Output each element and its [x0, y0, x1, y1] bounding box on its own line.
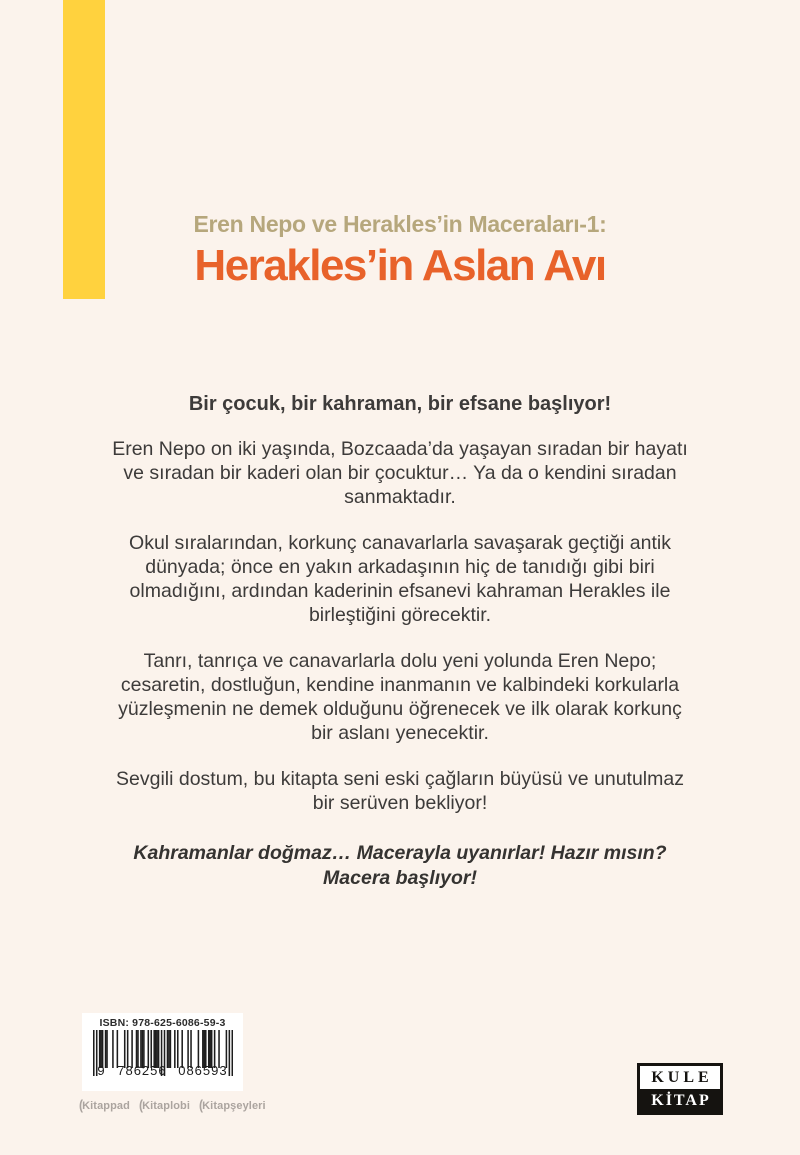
brand-logo-kitappad [79, 1098, 130, 1112]
barcode-digits: 9 786256 086593 [97, 1063, 228, 1078]
blurb-paragraph: Okul sıralarından, korkunç canavarlarla savaşarak geçtiği antik dünyada; önce en yakın arkadaşının hiç de tanıdığı gibi biri olmadığını, ardından kaderinin efsanevi kahraman Herakles ile birleştiğini görecektir. [129, 532, 671, 626]
isbn-label: ISBN: 978-625-6086-59-3 [99, 1017, 226, 1029]
isbn-barcode-box [82, 1013, 243, 1091]
blurb-paragraph: Sevgili dostum, bu kitapta seni eski çağların büyüsü ve unutulmaz bir serüven bekliyor! [116, 768, 684, 814]
blurb-paragraph: Tanrı, tanrıça ve canavarlarla dolu yeni yolunda Eren Nepo; cesaretin, dostluğun, kendine inanmanın ve kalbindeki korkularla yüzleşmenin ne demek olduğunu öğrenecek ve ilk olarak korkunç bir aslanı yenecektir. [118, 650, 682, 744]
k-bracket-icon: ( [79, 1096, 84, 1114]
blurb-finale [110, 841, 690, 891]
k-bracket-icon: ( [199, 1096, 204, 1114]
finale-line: Kahramanlar doğmaz… Macerayla uyanırlar! Hazır mısın? [133, 842, 667, 864]
publisher-logo-line1: KULE [640, 1066, 720, 1089]
brand-logo-label: Kitappad [82, 1100, 130, 1112]
k-bracket-icon: ( [138, 1096, 144, 1114]
title-block [0, 211, 800, 290]
brand-logo-label: Kitaplobi [142, 1100, 191, 1112]
brand-logo-kitapseyleri [199, 1098, 266, 1112]
blurb-paragraph: Eren Nepo on iki yaşında, Bozcaada’da yaşayan sıradan bir hayatı ve sıradan bir kaderi olan bir çocuktur… Ya da o kendini sıradan sanmaktadır. [112, 438, 688, 508]
blurb-lead: Bir çocuk, bir kahraman, bir efsane başlıyor! [188, 393, 612, 415]
brand-logo-kitaplobi [139, 1098, 190, 1112]
publisher-logo-line2: KİTAP [640, 1089, 720, 1112]
brand-logo-label: Kitapşeyleri [202, 1100, 266, 1112]
back-cover-blurb [110, 391, 690, 891]
publisher-logo-kule-kitap [637, 1063, 723, 1115]
brand-logos-row [79, 1098, 269, 1112]
finale-line: Macera başlıyor! [323, 867, 477, 889]
book-title: Herakles’in Aslan Avı [194, 241, 606, 290]
series-title: Eren Nepo ve Herakles’in Maceraları-1: [193, 211, 607, 237]
